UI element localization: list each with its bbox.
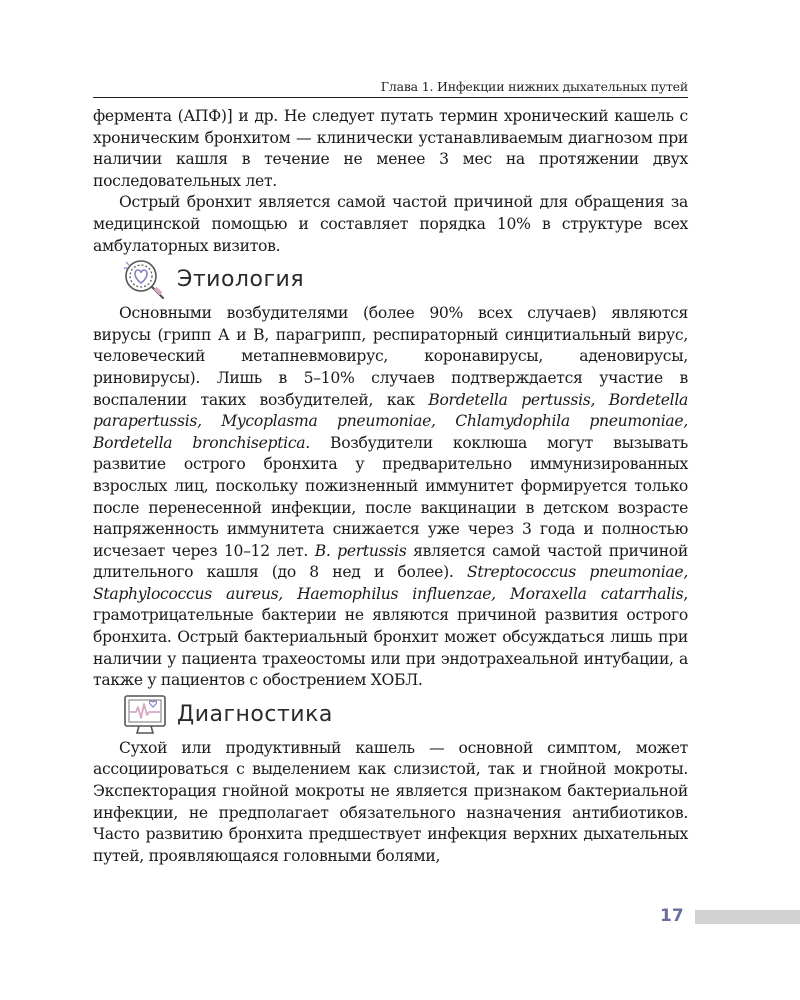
page-content [93,106,688,867]
paragraph-prevalence: Острый бронхит является самой частой причиной для обращения за медицинской помощью и составляет порядка 10% в структуре всех амбулаторных визитов. [93,193,688,255]
etiology-heading [121,258,688,302]
diagnostics-title: Диагностика [177,702,333,728]
etiology-species-list-1: Bordetella pertussis, Bordetella parapertussis, Mycoplasma pneumoniae, Chlamydophila pneumoniae, Bordetella bronchiseptica [93,390,689,452]
paragraph-continuation: фермента (АПФ)] и др. Не следует путать термин хронический кашель с хроническим бронхитом — клинически устанавливаемым диагнозом при наличии кашля в течение не менее 3 мес на протяжении двух последовательных лет. [93,107,688,190]
etiology-species-pertussis: B. pertussis [314,541,407,560]
heart-monitor-icon [121,693,171,737]
magnifier-heart-icon [121,258,171,302]
etiology-species-list-2: Streptococcus pneumoniae, Staphylococcus aureus, Haemophilus influenzae, Moraxella catarrhalis [93,563,689,603]
diagnostics-heading [121,693,688,737]
page-number: 17 [660,906,684,926]
etiology-text-d: , грамотрицательные бактерии не являются причиной развития острого бронхита. Острый бактериальный бронхит может обсуждаться лишь при наличии у пациента трахеостомы или при эндотрахеальной интубации, а также у пациентов с обострением ХОБЛ. [93,584,688,690]
header-rule [93,97,688,98]
etiology-text-a: Основными возбудителями (более 90% всех случаев) являются вирусы (грипп А и В, парагрипп, респираторный синцитиальный вирус, человеческий метапневмовирус, коронавирусы, аденовирусы, риновирусы). Лишь в 5–10% случаев подтверждается участие в воспалении таких возбудителей, как [93,304,688,409]
etiology-text-c: является самой частой причиной длительного кашля (до 8 нед и более). [93,541,688,582]
page-number-bar [695,910,800,924]
etiology-title: Этиология [177,267,305,293]
etiology-paragraph [93,303,688,692]
etiology-text-b: . Возбудители коклюша могут вызывать развитие острого бронхита у предварительно иммунизированных взрослых лиц, поскольку пожизненный иммунитет формируется только после перенесенной инфекции, после вакцинации в детском возрасте напряженность иммунитета снижается уже через 3 года и полностью исчезает через 10–12 лет. [93,433,688,560]
running-header: Глава 1. Инфекции нижних дыхательных путей [380,79,688,94]
diagnostics-paragraph: Сухой или продуктивный кашель — основной симптом, может ассоциироваться с выделением как слизистой, так и гнойной мокроты. Экспекторация гнойной мокроты не является признаком бактериальной инфекции, не предполагает обязательного назначения антибиотиков. Часто развитию бронхита предшествует инфекция верхних дыхательных путей, проявляющаяся головными болями, [93,738,688,865]
